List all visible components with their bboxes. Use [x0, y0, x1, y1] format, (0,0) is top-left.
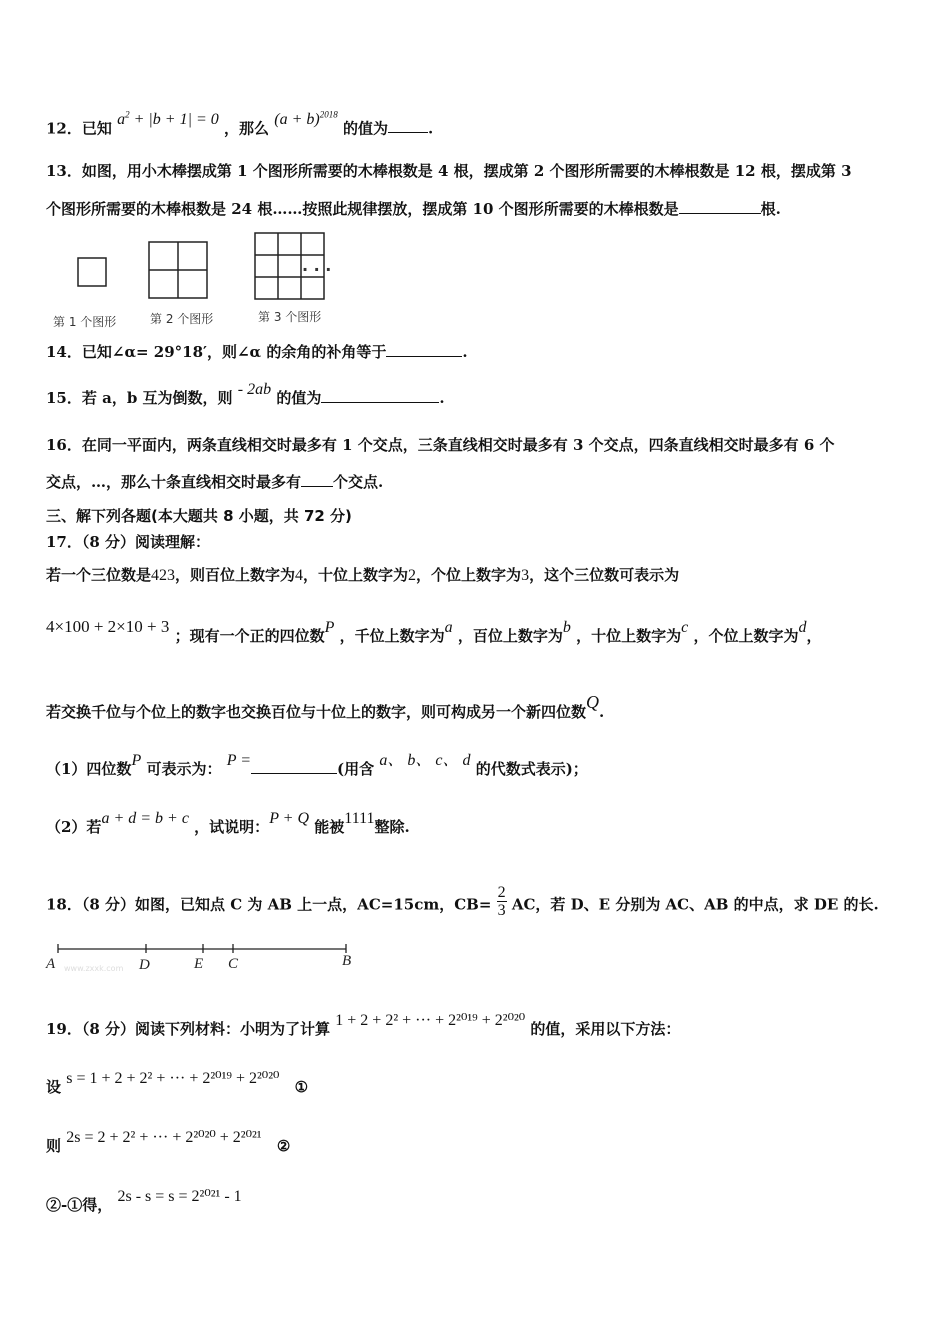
q13-line2: 个图形所需要的木棒根数是 24 根……按照此规律摆放，摆成第 10 个图形所需要的木棒根数是 根. [46, 200, 781, 218]
label-e: E [194, 956, 204, 972]
q12-line: 12．已知 $a^2 + |b + 1| = 0$ ，那么 $(a + b)^{2018}$ 的值为 . [46, 110, 434, 138]
q15-line: 15．若 a，b 互为倒数，则 - 2ab 的值为 . [46, 381, 445, 407]
q16-line2: 交点，…，那么十条直线相交时最多有 个交点. [46, 473, 384, 491]
label-a: A [46, 956, 56, 972]
q19-step2: 则 2s = 2 + 2² + ··· + 2²⁰²⁰ + 2²⁰²¹ ② [46, 1129, 291, 1155]
q12-expr1: $a^2 + |b + 1| = 0$ [117, 110, 219, 129]
q14-line: 14．已知∠α= 29°18′，则∠α 的余角的补角等于 . [46, 343, 468, 361]
q18-line: 18．（8 分）如图，已知点 C 为 AB 上一点，AC=15cm，CB= $\frac{2}{3}$ AC，若 D、E 分别为 AC、AB 的中点，求 DE 的长. [46, 884, 879, 919]
q19-step1: 设 s = 1 + 2 + 2² + ··· + 2²⁰¹⁹ + 2²⁰²⁰ ① [46, 1070, 309, 1096]
answer-blank[interactable] [388, 118, 428, 133]
watermark: www.zxxk.com [64, 964, 124, 973]
q16-line1: 16．在同一平面内，两条直线相交时最多有 1 个交点，三条直线相交时最多有 3 个交点，四条直线相交时最多有 6 个 [46, 436, 835, 454]
label-c: C [228, 956, 239, 972]
figure-caption-2: 第 2 个图形 [150, 312, 214, 326]
q17-part2: （2）若a + d = b + c ，试说明：P + Q 能被1111整除. [46, 810, 410, 836]
figure-caption-3: 第 3 个图形 [258, 310, 322, 324]
q15-expr: - 2ab [237, 381, 272, 398]
q17-line2: 4×100 + 2×10 + 3 ；现有一个正的四位数P ，千位上数字为a ，百位上数字为b ，十位上数字为c ，个位上数字为d， [46, 617, 822, 645]
label-b: B [342, 953, 352, 969]
q13-line1: 13．如图，用小木棒摆成第 1 个图形所需要的木棒根数是 4 根，摆成第 2 个图形所需要的木棒根数是 12 根，摆成第 3 [46, 162, 852, 180]
segment-diagram [44, 940, 364, 976]
figure-2-grid [149, 242, 207, 298]
answer-blank[interactable] [386, 342, 462, 357]
ellipsis-dots: · · · [302, 260, 332, 279]
figure-caption-1: 第 1 个图形 [53, 315, 117, 329]
label-d: D [139, 957, 150, 973]
fraction-two-thirds: $\frac{2}{3}$ [497, 884, 506, 919]
q17-expr: 4×100 + 2×10 + 3 [46, 617, 170, 636]
figure-1-square [78, 258, 106, 286]
q19-step3: ②-①得， 2s - s = s = 2²⁰²¹ - 1 [46, 1188, 242, 1214]
q17-heading: 17．（8 分）阅读理解： [46, 533, 211, 551]
answer-blank[interactable] [679, 199, 761, 214]
q12-expr2: $(a + b)^{2018}$ [274, 110, 338, 129]
answer-blank[interactable] [321, 388, 439, 403]
q19-line: 19．（8 分）阅读下列材料：小明为了计算 1 + 2 + 2² + ··· + 2²⁰¹⁹ + 2²⁰²⁰ 的值，采用以下方法： [46, 1012, 681, 1038]
q17-line1: 若一个三位数是423，则百位上数字为4，十位上数字为2，个位上数字为3，这个三位数可表示为 [46, 566, 680, 584]
q17-line3: 若交换千位与个位上的数字也交换百位与十位上的数字，则可构成另一个新四位数Q. [46, 692, 605, 721]
answer-blank[interactable] [251, 759, 337, 774]
matchstick-figures [50, 228, 410, 308]
q17-part1: （1）四位数P 可表示为： P = (用含 a、 b、 c、 d 的代数式表示)； [46, 752, 588, 778]
section-3-heading: 三、解下列各题(本大题共 8 小题，共 72 分) [46, 507, 352, 525]
q19-expr: 1 + 2 + 2² + ··· + 2²⁰¹⁹ + 2²⁰²⁰ [335, 1012, 526, 1029]
answer-blank[interactable] [301, 472, 333, 487]
